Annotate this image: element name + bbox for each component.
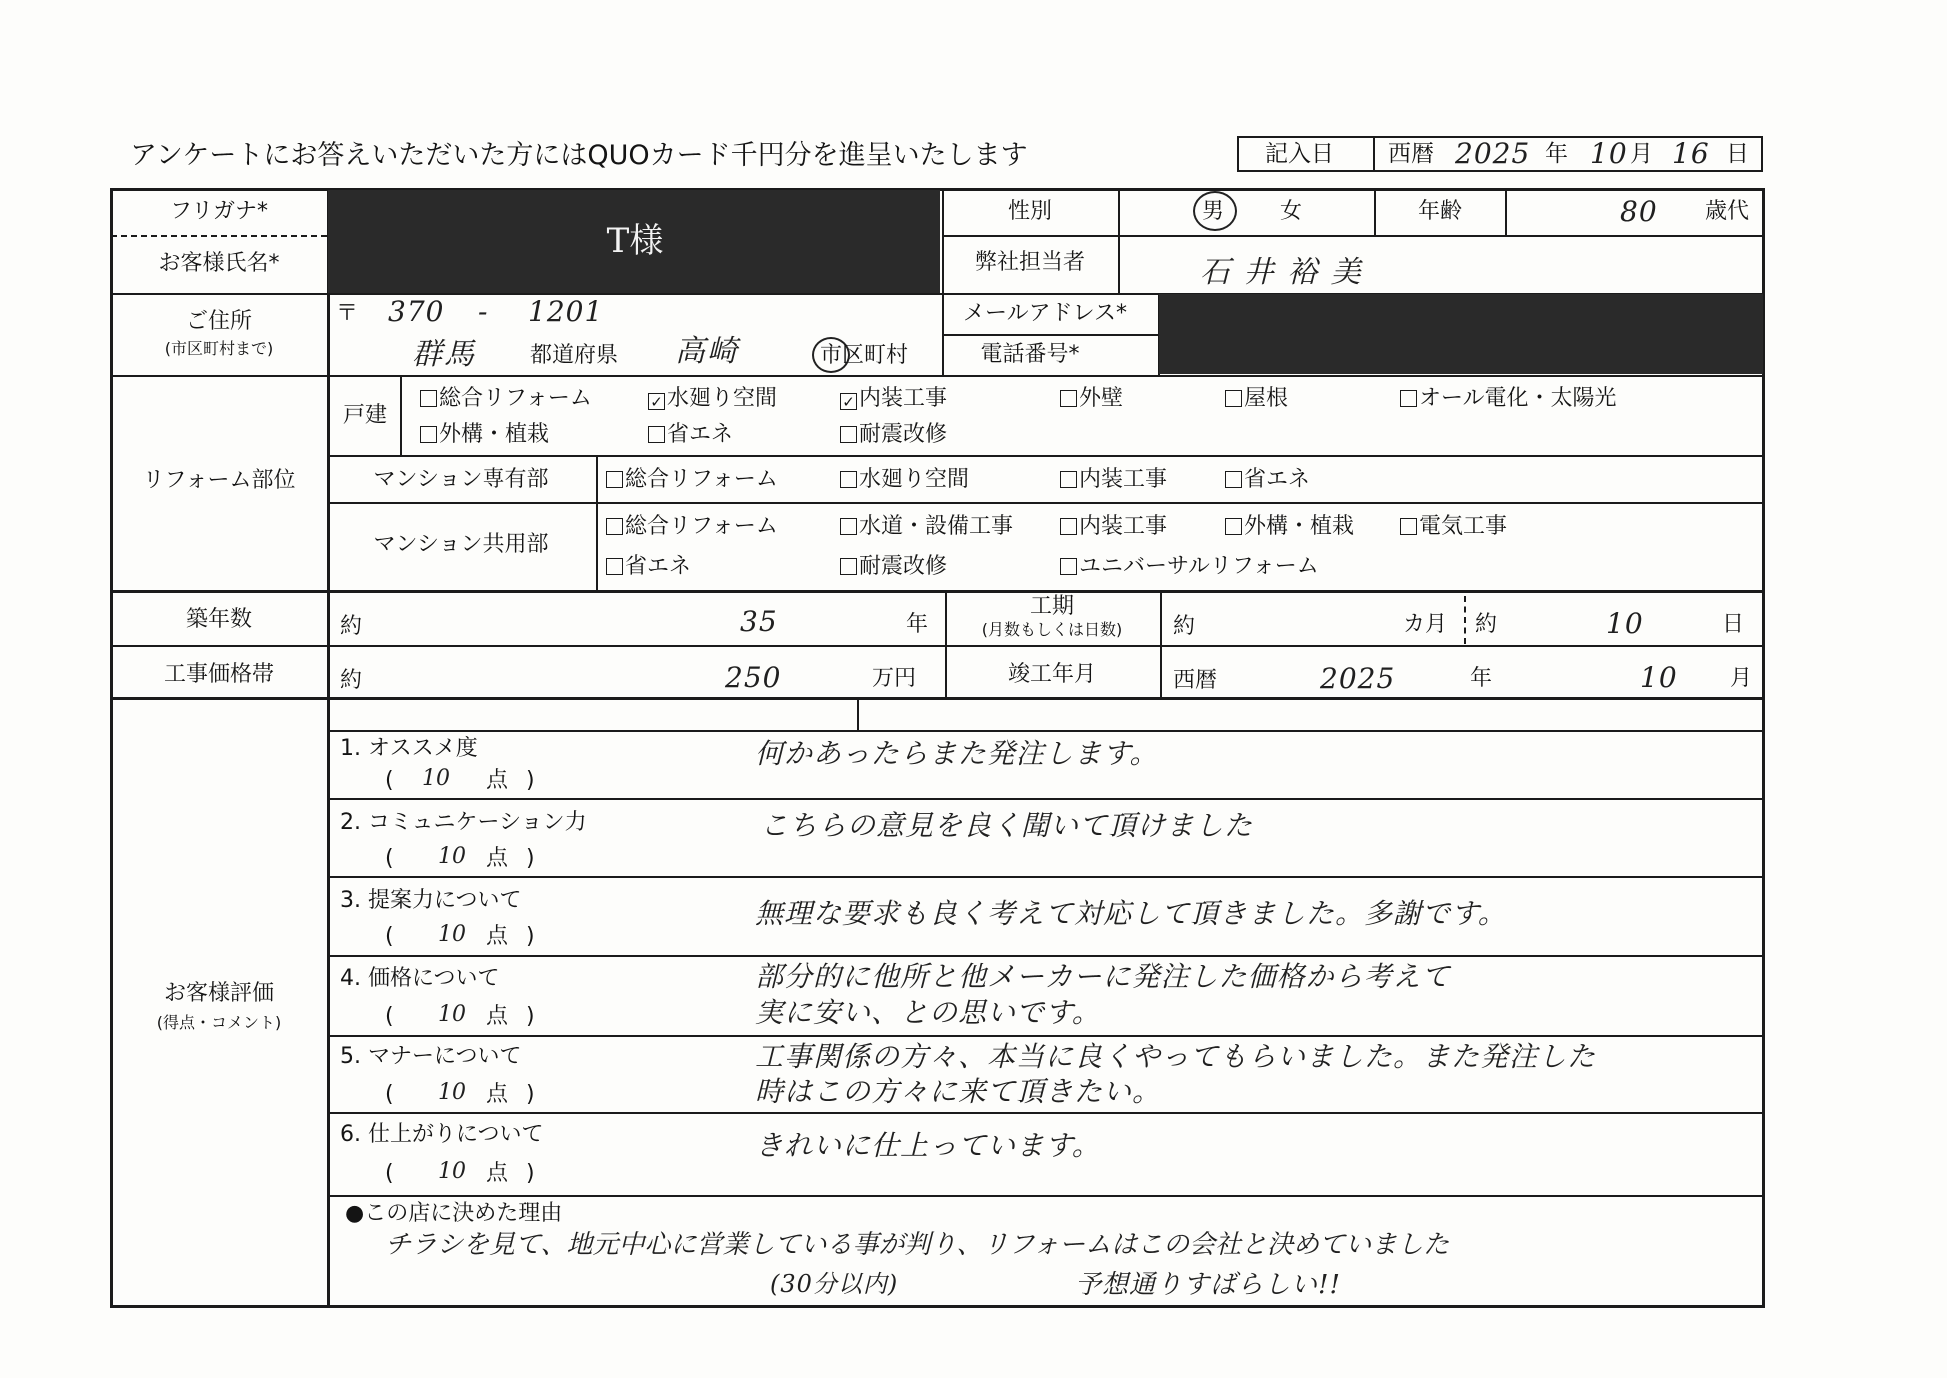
common-opt-general[interactable]: 総合リフォーム — [606, 516, 778, 538]
private-opt-water[interactable]: 水廻り空間 — [840, 469, 969, 491]
eval-close-2: ) — [526, 846, 535, 871]
gender-male: 男 — [1202, 199, 1225, 224]
house-opt-roof[interactable]: 屋根 — [1225, 388, 1288, 410]
mansion-common-label: マンション共用部 — [373, 532, 549, 557]
prefecture-label: 都道府県 — [530, 343, 619, 368]
eval-label-3: 3. 提案力について — [340, 888, 522, 913]
eval-close-6: ) — [526, 1161, 535, 1186]
customer-name-label: お客様氏名* — [158, 251, 280, 276]
checkbox-icon — [1400, 390, 1417, 407]
house-opt-interior[interactable]: ✓ 内装工事 — [840, 388, 947, 410]
private-opt-energy[interactable]: 省エネ — [1225, 469, 1310, 491]
house-label: 戸建 — [342, 403, 388, 428]
period-months-unit: カ月 — [1403, 612, 1448, 637]
eval-score-4: 10 — [438, 1002, 466, 1027]
gender-female: 女 — [1280, 199, 1303, 224]
staff-value: 石 井 裕 美 — [1200, 255, 1363, 290]
eval-open-1: ( — [385, 768, 394, 793]
eval-unit-1: 点 — [486, 768, 509, 793]
checkbox-icon — [606, 518, 623, 535]
customer-name-value: T様 — [606, 221, 664, 261]
checkbox-checked-icon: ✓ — [840, 393, 857, 410]
checkbox-icon — [840, 518, 857, 535]
common-opt-electrical[interactable]: 電気工事 — [1400, 516, 1507, 538]
date-day: 16 — [1672, 137, 1710, 170]
reason-line-2a: (30分以内) — [770, 1270, 899, 1298]
eval-comment-4: 部分的に他所と他メーカーに発注した価格から考えて — [755, 960, 1451, 993]
checkbox-icon — [606, 471, 623, 488]
completion-month: 10 — [1640, 661, 1678, 694]
reason-label: ●この店に決めた理由 — [345, 1201, 563, 1226]
date-year: 2025 — [1455, 137, 1531, 170]
eval-unit-2: 点 — [486, 846, 509, 871]
email-label: メールアドレス* — [963, 301, 1127, 326]
eval-close-4: ) — [526, 1004, 535, 1029]
checkbox-icon — [1060, 518, 1077, 535]
eval-close-1: ) — [526, 768, 535, 793]
building-age-approx: 約 — [340, 614, 363, 639]
checkbox-icon — [1225, 390, 1242, 407]
checkbox-icon — [1060, 558, 1077, 575]
checkbox-icon — [1225, 518, 1242, 535]
building-age-value: 35 — [740, 605, 778, 638]
house-opt-seismic[interactable]: 耐震改修 — [840, 424, 947, 446]
house-opt-exterior-planting[interactable]: 外構・植栽 — [420, 424, 549, 446]
common-opt-seismic[interactable]: 耐震改修 — [840, 556, 947, 578]
date-era-label: 西暦 — [1388, 141, 1434, 167]
eval-comment-1: 何かあったらまた発注します。 — [755, 737, 1159, 770]
contact-redaction — [1159, 294, 1763, 374]
eval-comment-4b: 実に安い、との思いです。 — [755, 996, 1101, 1029]
eval-open-6: ( — [385, 1161, 394, 1186]
completion-year-unit: 年 — [1470, 666, 1493, 691]
eval-open-4: ( — [385, 1004, 394, 1029]
common-opt-energy[interactable]: 省エネ — [606, 556, 691, 578]
eval-open-2: ( — [385, 846, 394, 871]
eval-unit-3: 点 — [486, 924, 509, 949]
eval-score-3: 10 — [438, 922, 466, 947]
eval-label-6: 6. 仕上がりについて — [340, 1122, 544, 1147]
city-label: 市区町村 — [820, 343, 909, 368]
checkbox-icon — [1225, 471, 1242, 488]
gender-label: 性別 — [1007, 199, 1053, 224]
eval-close-5: ) — [526, 1082, 535, 1107]
evaluation-section-label: お客様評価 — [163, 981, 275, 1006]
period-sub: (月数もしくは日数) — [981, 620, 1123, 639]
period-approx-months: 約 — [1173, 614, 1196, 639]
evaluation-section-sub: (得点・コメント) — [156, 1013, 282, 1032]
eval-close-3: ) — [526, 924, 535, 949]
date-year-unit: 年 — [1545, 141, 1568, 167]
checkbox-icon — [420, 426, 437, 443]
reason-line-1: チラシを見て、地元中心に営業している事が判り、リフォームはこの会社と決めていました — [385, 1230, 1450, 1260]
eval-comment-6: きれいに仕上っています。 — [755, 1129, 1101, 1162]
eval-score-6: 10 — [438, 1159, 466, 1184]
house-opt-all-electric[interactable]: オール電化・太陽光 — [1400, 388, 1617, 410]
period-days-unit: 日 — [1722, 612, 1745, 637]
checkbox-icon — [1060, 471, 1077, 488]
eval-open-3: ( — [385, 924, 394, 949]
price-approx: 約 — [340, 668, 363, 693]
completion-label: 竣工年月 — [1007, 662, 1097, 687]
eval-score-5: 10 — [438, 1080, 466, 1105]
gender-male-circle — [1193, 191, 1237, 231]
completion-year: 2025 — [1320, 662, 1396, 695]
mansion-private-label: マンション専有部 — [373, 467, 549, 492]
survey-banner: アンケートにお答えいただいた方にはQUOカード千円分を進呈いたします — [130, 140, 1028, 171]
prefecture-value: 群馬 — [412, 337, 476, 372]
address-sub: (市区町村まで) — [164, 339, 274, 358]
age-label: 年齢 — [1417, 199, 1463, 224]
checkbox-checked-icon: ✓ — [648, 393, 665, 410]
price-label: 工事価格帯 — [163, 662, 275, 687]
eval-score-2: 10 — [438, 844, 466, 869]
checkbox-icon — [606, 558, 623, 575]
postal-dash: - — [478, 295, 489, 328]
checkbox-icon — [420, 390, 437, 407]
building-age-unit: 年 — [906, 612, 929, 637]
age-value: 80 — [1620, 195, 1658, 228]
postal-code-1: 370 — [388, 295, 445, 328]
address-label: ご住所 — [185, 309, 253, 334]
period-label: 工期 — [1029, 594, 1075, 619]
eval-comment-3: 無理な要求も良く考えて対応して頂きました。多謝です。 — [755, 897, 1507, 930]
date-label: 記入日 — [1265, 141, 1334, 167]
house-opt-water[interactable]: ✓ 水廻り空間 — [648, 388, 777, 410]
age-unit: 歳代 — [1705, 199, 1750, 224]
eval-unit-4: 点 — [486, 1004, 509, 1029]
reform-section-label: リフォーム部位 — [142, 468, 296, 493]
checkbox-icon — [840, 471, 857, 488]
checkbox-icon — [840, 558, 857, 575]
checkbox-icon — [1060, 390, 1077, 407]
eval-label-1: 1. オススメ度 — [340, 736, 478, 761]
city-value: 高崎 — [675, 334, 739, 369]
house-opt-exterior-wall[interactable]: 外壁 — [1060, 388, 1123, 410]
completion-month-unit: 月 — [1730, 666, 1753, 691]
eval-open-5: ( — [385, 1082, 394, 1107]
private-opt-general[interactable]: 総合リフォーム — [606, 469, 778, 491]
staff-label: 弊社担当者 — [974, 250, 1086, 275]
eval-label-5: 5. マナーについて — [340, 1044, 522, 1069]
house-opt-energy[interactable]: 省エネ — [648, 424, 733, 446]
checkbox-icon — [648, 426, 665, 443]
date-month-unit: 月 — [1630, 141, 1653, 167]
checkbox-icon — [1400, 518, 1417, 535]
checkbox-icon — [840, 426, 857, 443]
period-approx-days: 約 — [1475, 612, 1498, 637]
period-days-value: 10 — [1606, 607, 1644, 640]
phone-label: 電話番号* — [980, 342, 1080, 367]
house-opt-general[interactable]: 総合リフォーム — [420, 388, 592, 410]
furigana-label: フリガナ* — [170, 199, 268, 224]
eval-label-4: 4. 価格について — [340, 966, 500, 991]
common-opt-exterior-planting[interactable]: 外構・植栽 — [1225, 516, 1354, 538]
date-day-unit: 日 — [1726, 141, 1749, 167]
private-opt-interior[interactable]: 内装工事 — [1060, 469, 1167, 491]
eval-label-2: 2. コミュニケーション力 — [340, 810, 587, 835]
common-opt-interior[interactable]: 内装工事 — [1060, 516, 1167, 538]
postal-mark: 〒 — [336, 301, 359, 326]
postal-code-2: 1201 — [528, 295, 604, 328]
eval-comment-2: こちらの意見を良く聞いて頂けました — [760, 809, 1254, 842]
eval-comment-5b: 時はこの方々に来て頂きたい。 — [755, 1075, 1162, 1108]
building-age-label: 築年数 — [185, 607, 253, 632]
eval-comment-5: 工事関係の方々、本当に良くやってもらいました。また発注した — [755, 1040, 1597, 1073]
completion-era: 西暦 — [1173, 668, 1218, 693]
common-opt-universal[interactable]: ユニバーサルリフォーム — [1060, 556, 1319, 578]
reason-line-2b: 予想通りすばらしい!! — [1075, 1270, 1341, 1300]
eval-unit-6: 点 — [486, 1161, 509, 1186]
date-month: 10 — [1590, 137, 1628, 170]
eval-score-1: 10 — [422, 766, 450, 791]
price-unit: 万円 — [872, 666, 917, 691]
eval-unit-5: 点 — [486, 1082, 509, 1107]
price-value: 250 — [725, 661, 782, 694]
common-opt-plumbing[interactable]: 水道・設備工事 — [840, 516, 1013, 538]
